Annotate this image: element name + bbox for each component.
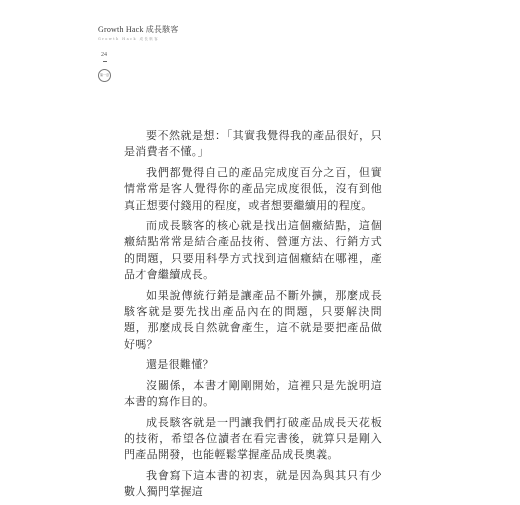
- book-subtitle: Growth Hack 成長駭客: [98, 37, 160, 41]
- page-number-divider: [103, 61, 107, 62]
- paragraph: 我們都覺得自己的產品完成度百分之百，但實情常常是客人覺得你的產品完成度很低，沒有到他真正想要付錢用的程度，或者想要繼續用的程度。: [124, 165, 382, 212]
- paragraph: 如果說傳統行銷是讓產品不斷外擴，那麼成長駭客就是要先找出產品內在的問題，只要解決問題，那麼成長自然就會產生，這不就是要把產品做好嗎？: [124, 288, 382, 351]
- paragraph: 我會寫下這本書的初衷，就是因為與其只有少數人獨門掌握這: [124, 468, 382, 499]
- book-title: Growth Hack 成長駭客: [98, 25, 179, 34]
- paragraph: 成長駭客就是一門讓我們打破產品成長天花板的技術，希望各位讀者在看完書後，就算只是剛入門產品開發，也能輕鬆掌握產品成長奧義。: [124, 415, 382, 462]
- paragraph: 而成長駭客的核心就是找出這個癥結點，這個癥結點常常是結合產品技術、營運方法、行銷方式的問題，只要用科學方式找到這個癥結在哪裡，產品才會繼續成長。: [124, 219, 382, 282]
- paragraph: 還是很難懂？: [146, 358, 214, 372]
- paragraph: 沒關係，本書才剛剛開始，這裡只是先說明這本書的寫作目的。: [124, 378, 382, 409]
- page-number: 24: [101, 52, 107, 58]
- chapter-mark-label: 第一章: [99, 72, 109, 77]
- chapter-mark-icon: [98, 69, 111, 82]
- body-text: [124, 128, 382, 505]
- running-header: [98, 24, 179, 42]
- paragraph: 要不然就是想：「其實我覺得我的產品很好，只是消費者不懂。」: [124, 129, 382, 159]
